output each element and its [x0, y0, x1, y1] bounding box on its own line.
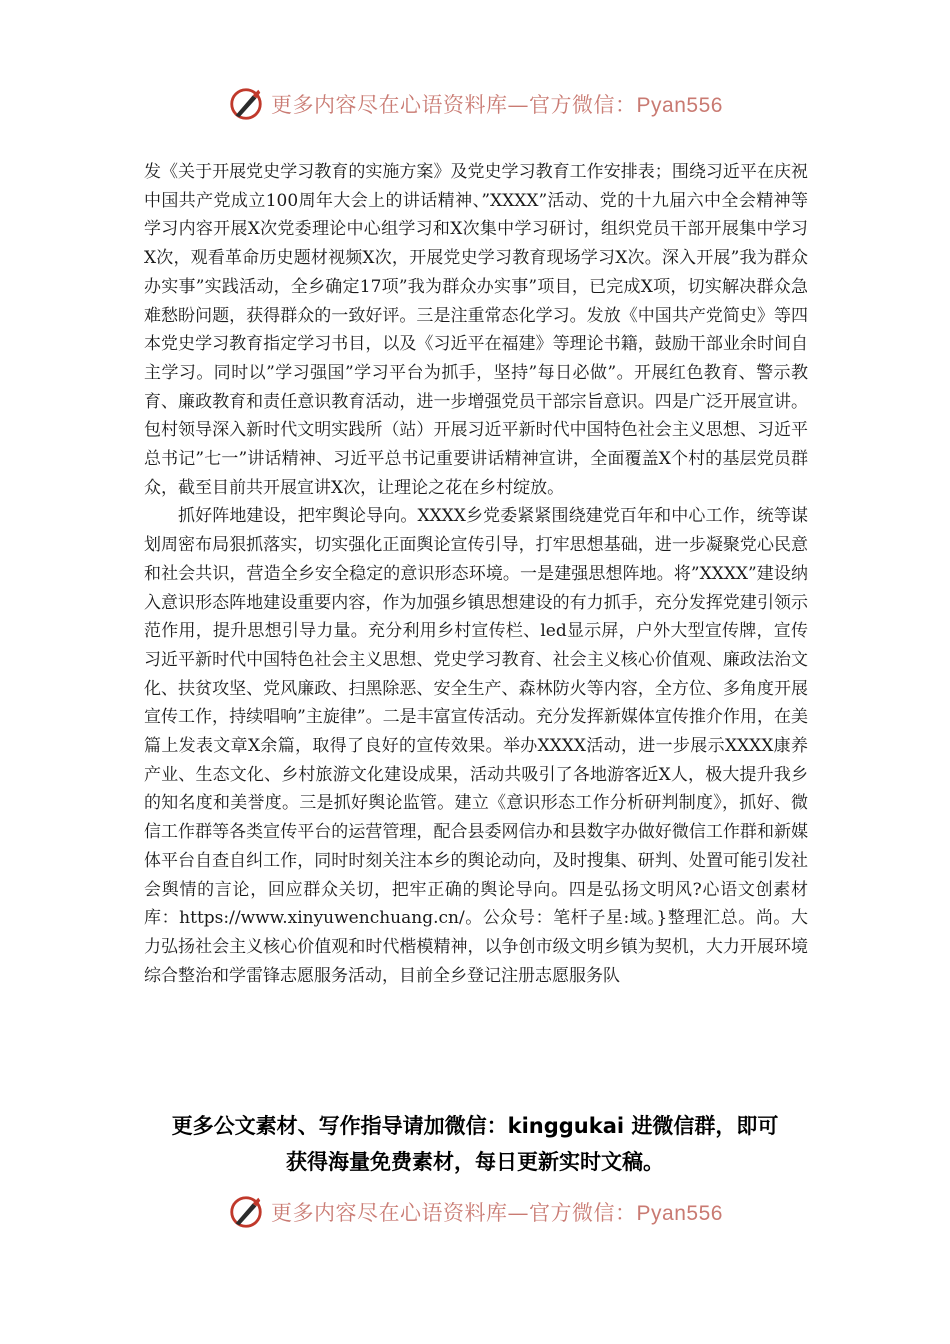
paragraph: 发《关于开展党史学习教育的实施方案》及党史学习教育工作安排表；围绕习近平在庆祝中国共产党成立100周年大会上的讲话精神、”XXXX”活动、党的十九届六中全会精神等学习内容开展X次党委理论中心组学习和X次集中学习研讨，组织党员干部开展集中学习X次，观看革命历史题材视频X次，开展党史学习教育现场学习X次。深入开展”我为群众办实事”实践活动，全乡确定17项”我为群众办实事”项目，已完成X项，切实解决群众急难愁盼问题，获得群众的一致好评。三是注重常态化学习。发放《中国共产党简史》等四本党史学习教育指定学习书目，以及《习近平在福建》等理论书籍，鼓励干部业余时间自主学习。同时以”学习强国”学习平台为抓手，坚持”每日必做”。开展红色教育、警示教育、廉政教育和责任意识教育活动，进一步增强党员干部宗旨意识。四是广泛开展宣讲。包村领导深入新时代文明实践所（站）开展习近平新时代中国特色社会主义思想、习近平总书记”七一”讲话精神、习近平总书记重要讲话精神宣讲，全面覆盖X个村的基层党员群众，截至目前共开展宣讲X次，让理论之花在乡村绽放。	[144, 162, 808, 498]
promo-line-1: 更多公文素材、写作指导请加微信：kinggukai 进微信群，即可	[171, 1114, 779, 1138]
pen-logo-icon	[227, 85, 265, 123]
footer-banner-text: 更多内容尽在心语资料库—官方微信：Pyan556	[271, 1201, 723, 1225]
header-banner	[0, 82, 950, 126]
promo-notice	[0, 1108, 950, 1180]
document-body	[144, 158, 808, 990]
footer-banner	[0, 1190, 950, 1234]
paragraph: 抓好阵地建设，把牢舆论导向。XXXX乡党委紧紧围绕建党百年和中心工作，统等谋划周密布局狠抓落实，切实强化正面舆论宣传引导，打牢思想基础，进一步凝聚党心民意和社会共识，营造全乡安全稳定的意识形态环境。一是建强思想阵地。将”XXXX”建设纳入意识形态阵地建设重要内容，作为加强乡镇思想建设的有力抓手，充分发挥党建引领示范作用，提升思想引导力量。充分利用乡村宣传栏、led显示屏，户外大型宣传牌，宣传习近平新时代中国特色社会主义思想、党史学习教育、社会主义核心价值观、廉政法治文化、扶贫攻坚、党风廉政、扫黑除恶、安全生产、森林防火等内容，全方位、多角度开展宣传工作，持续唱响”主旋律”。二是丰富宣传活动。充分发挥新媒体宣传推介作用，在美篇上发表文章X余篇，取得了良好的宣传效果。举办XXXX活动，进一步展示XXXX康养产业、生态文化、乡村旅游文化建设成果，活动共吸引了各地游客近X人，极大提升我乡的知名度和美誉度。三是抓好舆论监管。建立《意识形态工作分析研判制度》，抓好、微信工作群等各类宣传平台的运营管理，配合县委网信办和县数字办做好微信工作群和新媒体平台自查自纠工作，同时时刻关注本乡的舆论动向，及时搜集、研判、处置可能引发社会舆情的言论，回应群众关切，把牢正确的舆论导向。四是弘扬文明风?心语文创素材库：https://www.xinyuwenchuang.cn/。公众号：笔杆子星:域。}整理汇总。尚。大力弘扬社会主义核心价值观和时代楷模精神，以争创市级文明乡镇为契机，大力开展环境综合整治和学雷锋志愿服务活动，目前全乡登记注册志愿服务队	[144, 506, 808, 986]
promo-line-2: 获得海量免费素材，每日更新实时文稿。	[286, 1150, 664, 1174]
header-banner-text: 更多内容尽在心语资料库—官方微信：Pyan556	[271, 93, 723, 117]
pen-logo-icon	[227, 1193, 265, 1231]
